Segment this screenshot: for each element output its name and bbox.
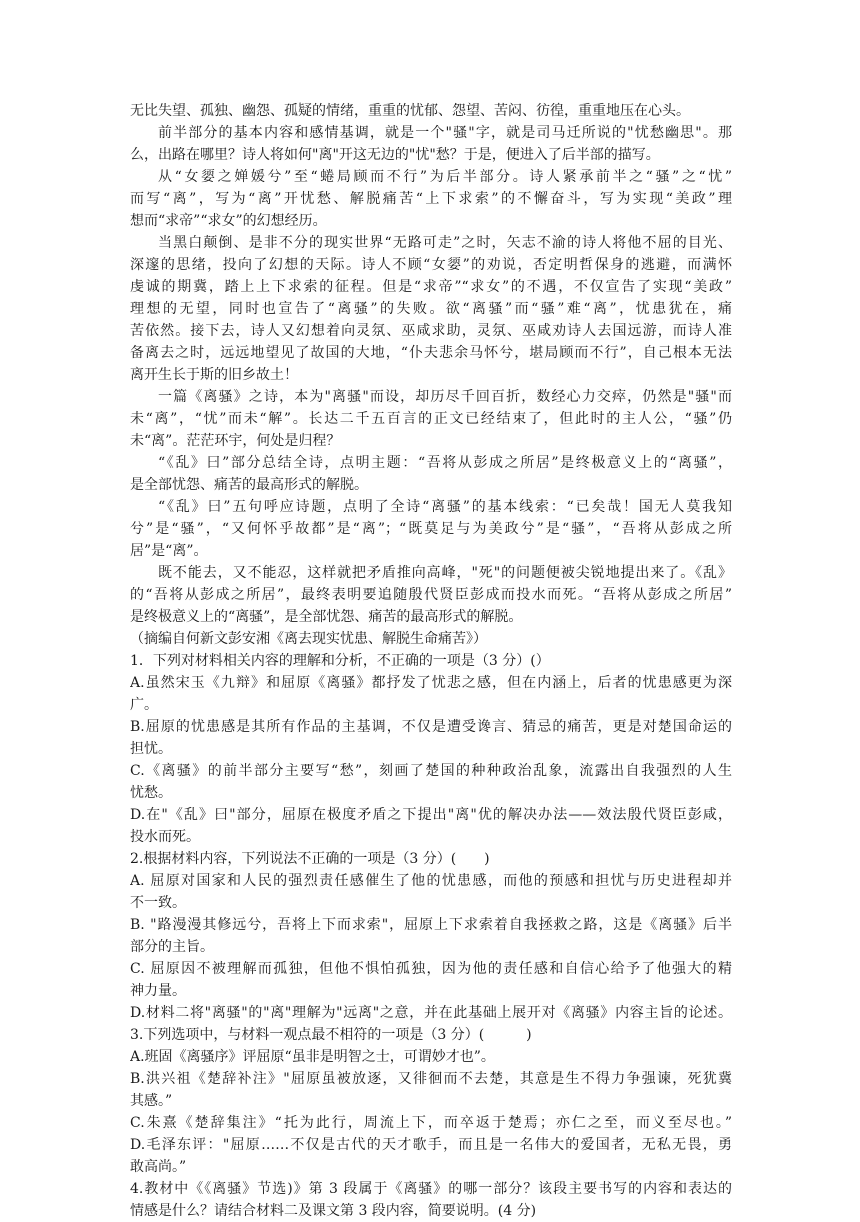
text-line: 的“吾将从彭成之所居”，最终表明要追随殷代贤臣彭成而投水而死。“吾将从彭成之所居” — [130, 587, 732, 603]
text-line: 未“离”，“忧”而未“解”。长达二千五百言的正文已经结束了，但此时的主人公，“骚”仍 — [130, 411, 732, 427]
text-line: 投水而死。 — [130, 829, 200, 845]
text-line: 无比失望、孤独、幽怨、孤疑的情绪，重重的忧郁、怨望、苦闷、彷徨，重重地压在心头。 — [130, 103, 690, 119]
text-line: 而写“离”，写为“离”开忧愁、解脱痛苦“上下求索”的不懈奋斗，写为实现“美政”理 — [130, 191, 732, 207]
text-line: 从“女媭之婵媛兮”至“蜷局顾而不行”为后半部分。诗人紧承前半之“骚”之“忧” — [158, 169, 732, 185]
text-line: 居”是“离”。 — [130, 543, 208, 559]
text-line: C.《离骚》的前半部分主要写“愁”，刻画了楚国的种种政治乱象，流露出自我强烈的人生 — [130, 763, 732, 779]
text-line: 神力量。 — [130, 983, 186, 999]
text-line: 1．下列对材料相关内容的理解和分析，不正确的一项是（3 分）(） — [130, 653, 550, 669]
text-line: 部分的主旨。 — [130, 939, 214, 955]
text-line: 理想的无望，同时也宣告了“离骚”的失败。欲“离骚”而“骚”难“离”，忧患犹在，痛 — [130, 301, 732, 317]
text-line: C. 屈原因不被理解而孤独，但他不惧怕孤独，因为他的责任感和自信心给予了他强大的精 — [130, 961, 732, 977]
text-line: 未“离”。茫茫环宇，何处是归程？ — [130, 433, 341, 449]
text-line: 其感。” — [130, 1093, 173, 1109]
text-line: B.屈原的忧患感是其所有作品的主基调，不仅是遭受谗言、猜忌的痛苦，更是对楚国命运的 — [130, 719, 732, 735]
text-line: C.朱熹《楚辞集注》“托为此行，周流上下，而卒返于楚焉；亦仁之至，而义至尽也。” — [130, 1115, 732, 1131]
text-line: 是终极意义上的“离骚”，是全部忧怨、痛苦的最高形式的解脱。 — [130, 609, 523, 625]
text-line: 前半部分的基本内容和感情基调，就是一个"骚"字，就是司马迁所说的"忧愁幽思"。那 — [158, 125, 732, 141]
text-line: 深邃的思绪，投向了幻想的天际。诗人不顾“女媭”的劝说，否定明哲保身的逃避，而满怀 — [130, 257, 732, 273]
text-line: 离开生长于斯的旧乡故土！ — [130, 367, 298, 383]
text-line: 备离去之时，远远地望见了故国的大地，“仆夫悲余马怀兮，堪局顾而不行”，自己根本无法 — [130, 345, 732, 361]
text-line: 2.根据材料内容，下列说法不正确的一项是（3 分）( ) — [130, 851, 490, 867]
text-line: 当黑白颠倒、是非不分的现实世界“无路可走”之时，矢志不渝的诗人将他不屈的目光、 — [158, 235, 732, 251]
text-line: 忧愁。 — [130, 785, 172, 801]
text-line: D.毛泽东评："屈原……不仅是古代的天才歌手，而且是一名伟大的爱国者，无私无畏，勇 — [130, 1137, 732, 1153]
text-line: A.班固《离骚序》评屈原“虽非是明智之士，可谓妙才也”。 — [130, 1049, 495, 1065]
text-line: D.在"《乱》曰"部分，屈原在极度矛盾之下提出"离"优的解决办法——效法殷代贤臣彭咸， — [130, 807, 732, 823]
text-line: “《乱》曰”五句呼应诗题，点明了全诗“离骚”的基本线索：“已矣哉！国无人莫我知 — [158, 499, 732, 515]
text-line: 4.教材中《《离骚》节选)》第 3 段属于《离骚》的哪一部分？该段主要书写的内容和表达的 — [130, 1181, 732, 1197]
text-line: 虔诚的期冀，踏上上下求索的征程。但是“求帝”“求女”的不遇，不仅宣告了实现“美政” — [130, 279, 732, 295]
text-line: 苦依然。接下去，诗人又幻想着向灵氛、巫咸求助，灵氛、巫咸劝诗人去国远游，而诗人准 — [130, 323, 732, 339]
text-line: A.虽然宋玉《九辩》和屈原《离骚》都抒发了忧悲之感，但在内涵上，后者的忧患感更为深 — [130, 675, 732, 691]
text-line: 情感是什么？请结合材料二及课文第 3 段内容，简要说明。(4 分) — [130, 1203, 537, 1219]
text-line: B.洪兴祖《楚辞补注》"屈原虽被放逐，又徘徊而不去楚，其意是生不得力争强谏，死犹冀 — [130, 1071, 732, 1087]
text-line: 3.下列选项中，与材料一观点最不相符的一项是（3 分）( ) — [130, 1027, 532, 1043]
text-line: 不一致。 — [130, 895, 186, 911]
text-line: 敢高尚。” — [130, 1159, 187, 1175]
text-line: （摘编自何新文彭安湘《离去现实忧患、解脱生命痛苦》） — [130, 631, 487, 647]
text-line: 是全部忧怨、痛苦的最高形式的解脱。 — [130, 477, 368, 493]
text-line: B. "路漫漫其修远兮，吾将上下而求索"，屈原上下求索着自我拯救之路，这是《离骚》后半 — [130, 917, 732, 933]
text-line: “《乱》曰”部分总结全诗，点明主题：“吾将从彭成之所居”是终极意义上的“离骚”， — [158, 455, 732, 471]
text-line: 既不能去，又不能忍，这样就把矛盾推向高峰，"死"的问题便被尖锐地提出来了。《乱》 — [158, 565, 732, 581]
text-line: A. 屈原对国家和人民的强烈责任感催生了他的忧患感，而他的预感和担忧与历史进程却并 — [130, 873, 732, 889]
text-line: 想而“求帝”“求女”的幻想经历。 — [130, 213, 327, 229]
text-line: 一篇《离骚》之诗，本为"离骚"而设，却历尽千回百折，数经心力交瘁，仍然是"骚"而 — [158, 389, 732, 405]
text-line: 担忧。 — [130, 741, 172, 757]
text-line: 兮”是“骚”，“又何怀乎故都”是“离”；“既莫足与为美政兮”是“骚”，“吾将从彭成之所 — [130, 521, 732, 537]
text-line: 么，出路在哪里？诗人将如何"离"开这无边的"忧"愁？于是，便进入了后半部的描写。 — [130, 147, 660, 163]
text-line: 广。 — [130, 697, 158, 713]
text-line: D.材料二将"离骚"的"离"理解为"远离"之意，并在此基础上展开对《离骚》内容主旨的论述。 — [130, 1005, 732, 1021]
